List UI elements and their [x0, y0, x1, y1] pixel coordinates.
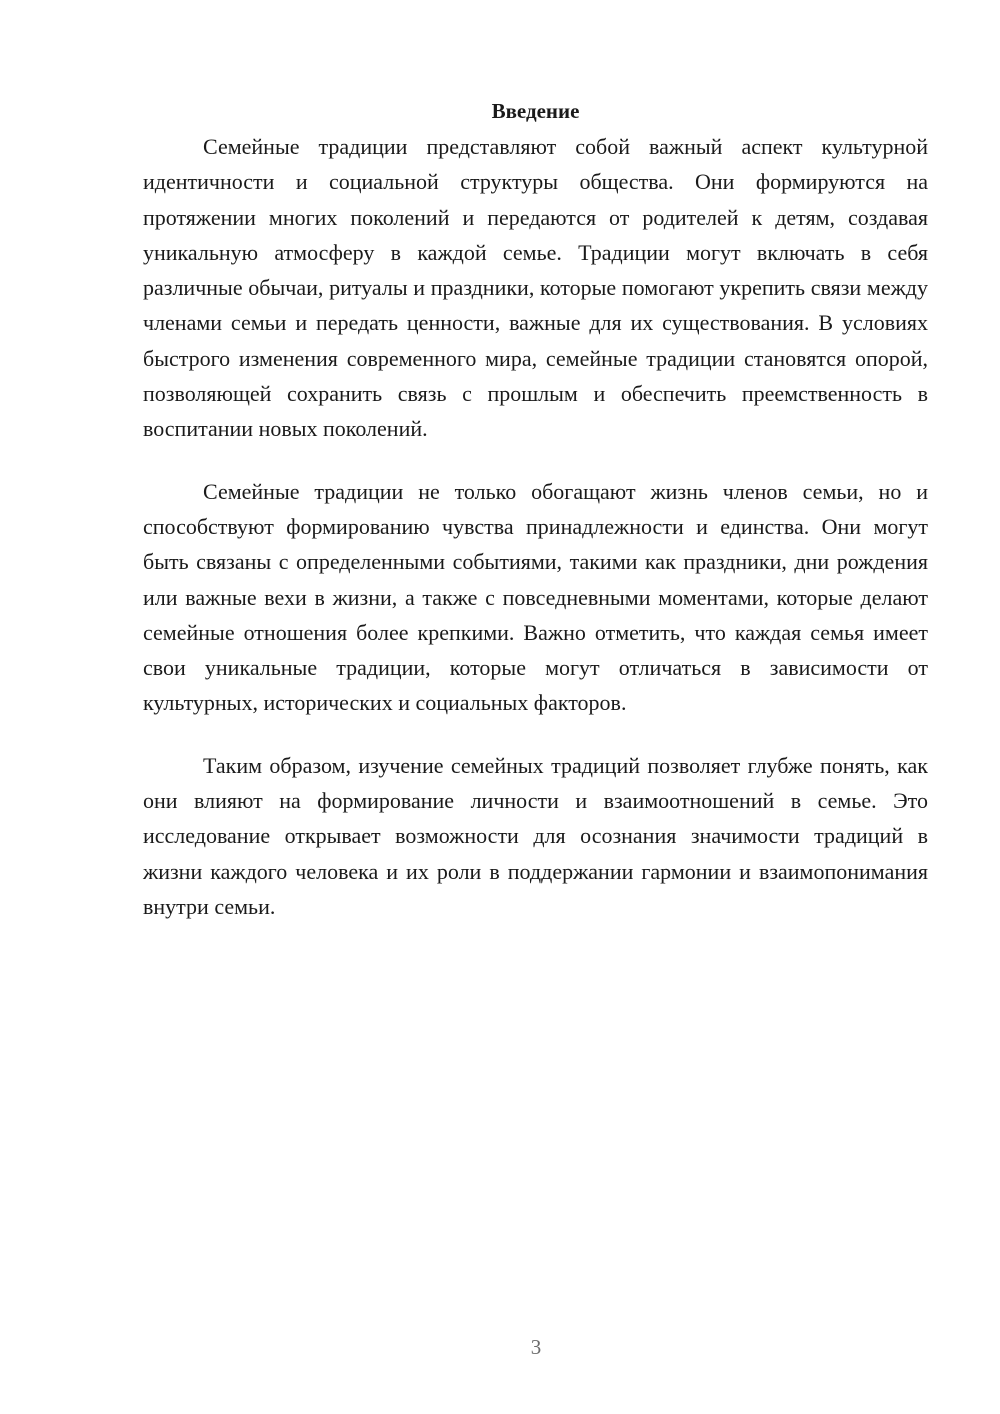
section-heading: Введение [491, 99, 580, 123]
paragraph-3: Таким образом, изучение семейных традиций позволяет глубже понять, как они влияют на формирование личности и взаимоотношений в семье. Это исследование открывает возможности для осознания значимости традиций в жизни каждого человека и их роли в поддержании гармонии и взаимопонимания внутри семьи. [143, 752, 928, 919]
paragraph-2: Семейные традиции не только обогащают жизнь членов семьи, но и способствуют формированию чувства принадлежности и единства. Они могут быть связаны с определенными событиями, такими как праздники, дни рождения или важные вехи в жизни, а также с повседневными моментами, которые делают семейные отношения более крепкими. Важно отметить, что каждая семья имеет свои уникальные традиции, которые могут отличаться в зависимости от культурных, исторических и социальных факторов. [143, 478, 928, 716]
page-content [143, 96, 928, 951]
paragraph-1: Семейные традиции представляют собой важный аспект культурной идентичности и социальной структуры общества. Они формируются на протяжении многих поколений и передаются от родителей к детям, создавая уникальную атмосферу в каждой семье. Традиции могут включать в себя различные обычаи, ритуалы и праздники, которые помогают укрепить связи между членами семьи и передать ценности, важные для их существования. В условиях быстрого изменения современного мира, семейные традиции становятся опорой, позволяющей сохранить связь с прошлым и обеспечить преемственность в воспитании новых поколений. [143, 134, 928, 442]
page-number: 3 [530, 1335, 542, 1359]
